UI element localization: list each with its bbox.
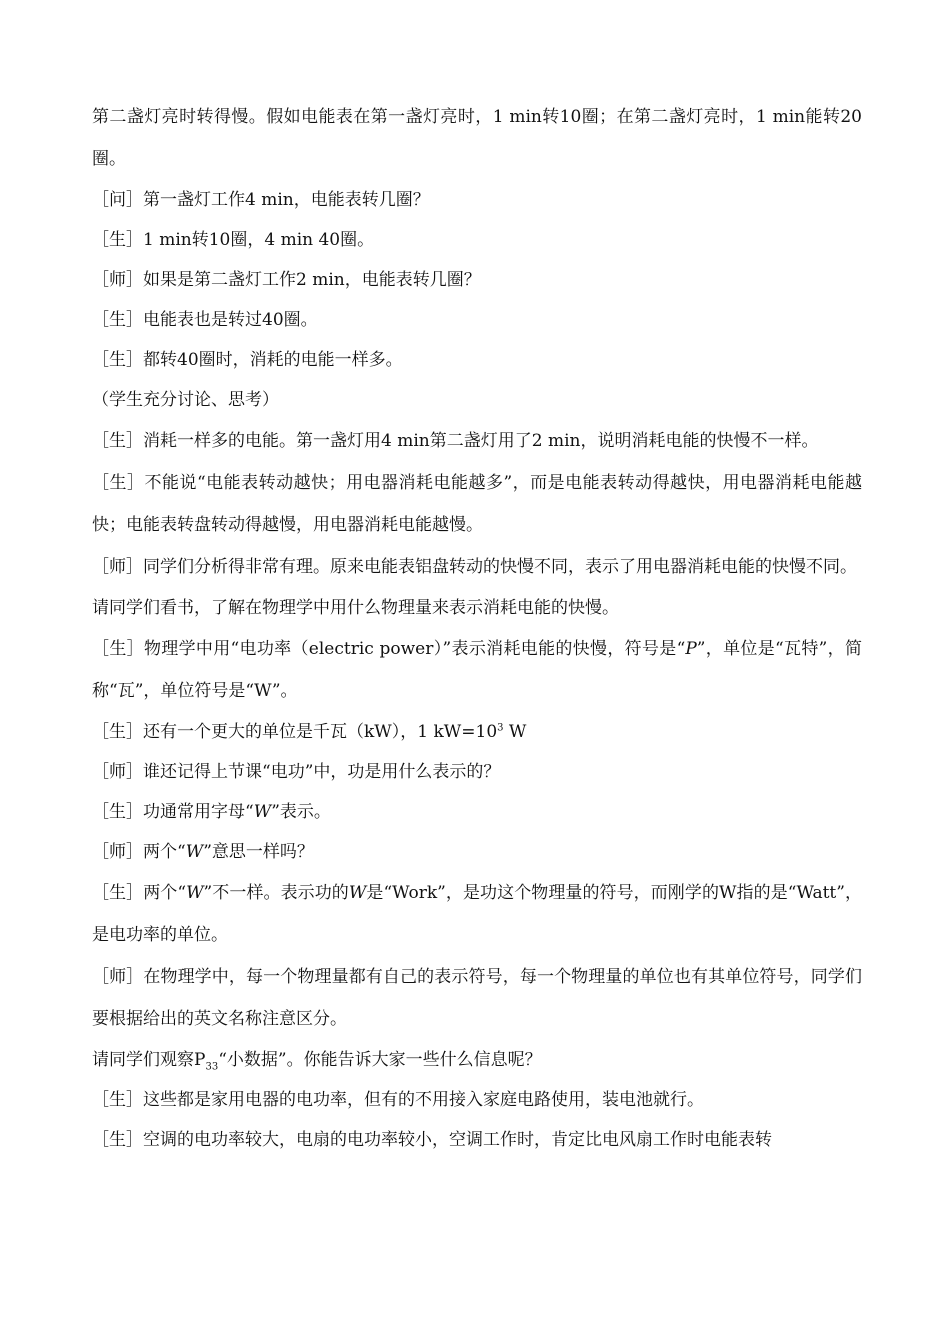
paragraph-text: 都转40圈时，消耗的电能一样多。 [143,350,403,370]
speaker-label: ［生］ [92,473,145,493]
speaker-label: ［生］ [92,310,143,330]
paragraph-text: 两个“ [143,842,186,862]
speaker-label: ［生］ [92,883,144,903]
paragraph-same-energy [92,340,862,380]
paragraph-symbols-note [92,956,862,1040]
speaker-label: ［生］ [92,350,143,370]
work-symbol: W [186,883,204,903]
speaker-label: ［师］ [92,557,143,577]
work-symbol: W [253,802,272,822]
paragraph-w-difference [92,872,862,956]
paragraph-text: 如果是第二盏灯工作2 min，电能表转几圈？ [143,270,481,290]
speaker-label: ［生］ [92,802,143,822]
paragraph-read-book [92,588,862,628]
document-page [92,96,862,1160]
paragraph-text: W [503,722,527,742]
paragraph-text: ”表示。 [271,802,331,822]
speaker-label: ［生］ [92,1130,143,1150]
paragraph-text: 第二盏灯亮时转得慢。假如电能表在第一盏灯亮时，1 min转10圈；在第二盏灯亮时，1 min能转20圈。 [92,107,862,169]
paragraph-speed-differs [92,420,862,462]
paragraph-question [92,180,862,220]
paragraph-text: 不能说“电能表转动越快；用电器消耗电能越多”，而是电能表转动得越快，用电器消耗电能越快；电能表转盘转动得越慢，用电器消耗电能越慢。 [92,473,863,535]
paragraph-teacher-summary [92,546,862,588]
paragraph-text: 同学们分析得非常有理。原来电能表铝盘转动的快慢不同，表示了用电器消耗电能的快慢不同。 [143,557,857,577]
paragraph-text: ”，单位是“瓦特”，简称“瓦”，单位符号是“W”。 [92,639,862,701]
paragraph-battery-appliances [92,1080,862,1120]
speaker-label: ［师］ [92,967,144,987]
paragraph-answer-also-40 [92,300,862,340]
paragraph-same-meaning-question [92,832,862,872]
speaker-label: ［生］ [92,230,143,250]
paragraph-text: 第一盏灯工作4 min，电能表转几圈？ [143,190,430,210]
speaker-label: ［生］ [92,639,144,659]
paragraph-aircon-vs-fan [92,1120,862,1160]
paragraph-recall-work [92,752,862,792]
speaker-label: ［生］ [92,431,143,451]
paragraph-lamp-intro [92,96,862,180]
exponent: 3 [497,722,504,734]
paragraph-text: 物理学中用“电功率（electric power）”表示消耗电能的快慢，符号是“ [143,639,686,659]
paragraph-work-symbol [92,792,862,832]
paragraph-text: 两个“ [143,883,187,903]
paragraph-text: 请同学们看书，了解在物理学中用什么物理量来表示消耗电能的快慢。 [92,598,619,618]
paragraph-text: 空调的电功率较大，电扇的电功率较小，空调工作时，肯定比电风扇工作时电能表转 [143,1130,772,1150]
paragraph-text: ”不一样。表示功的 [203,883,349,903]
paragraph-text: 1 min转10圈，4 min 40圈。 [143,230,375,250]
speaker-label: ［问］ [92,190,143,210]
paragraph-text: 电能表也是转过40圈。 [143,310,318,330]
paragraph-text: （学生充分讨论、思考） [92,390,279,410]
paragraph-text: 消耗一样多的电能。第一盏灯用4 min第二盏灯用了2 min，说明消耗电能的快慢不一样。 [143,431,819,451]
work-symbol: W [348,883,367,903]
paragraph-text: 功通常用字母“ [143,802,254,822]
paragraph-kilowatt [92,712,862,752]
page-subscript: 33 [205,1061,219,1073]
speaker-label: ［生］ [92,1090,143,1110]
power-symbol: P [685,639,697,659]
paragraph-text: “小数据”。你能告诉大家一些什么信息呢？ [218,1050,542,1070]
paragraph-faster-slower [92,462,862,546]
paragraph-observe-data [92,1040,862,1080]
speaker-label: ［生］ [92,722,143,742]
paragraph-text: 请同学们观察P [92,1050,206,1070]
paragraph-text: ”意思一样吗？ [203,842,314,862]
paragraph-text: 谁还记得上节课“电功”中，功是用什么表示的？ [143,762,501,782]
speaker-label: ［师］ [92,270,143,290]
paragraph-text: 这些都是家用电器的电功率，但有的不用接入家庭电路使用，装电池就行。 [143,1090,704,1110]
speaker-label: ［师］ [92,762,143,782]
paragraph-text: 还有一个更大的单位是千瓦（kW），1 kW=10 [143,722,498,742]
paragraph-teacher-question [92,260,862,300]
work-symbol: W [185,842,204,862]
paragraph-discussion-note [92,380,862,420]
speaker-label: ［师］ [92,842,143,862]
paragraph-electric-power-definition [92,628,862,712]
paragraph-text: 是“Work”，是功这个物理量的符号，而刚学的W指的是“Watt”，是电功率的单位。 [92,883,863,945]
paragraph-answer-40 [92,220,862,260]
paragraph-text: 在物理学中，每一个物理量都有自己的表示符号，每一个物理量的单位也有其单位符号，同学们要根据给出的英文名称注意区分。 [92,967,863,1029]
